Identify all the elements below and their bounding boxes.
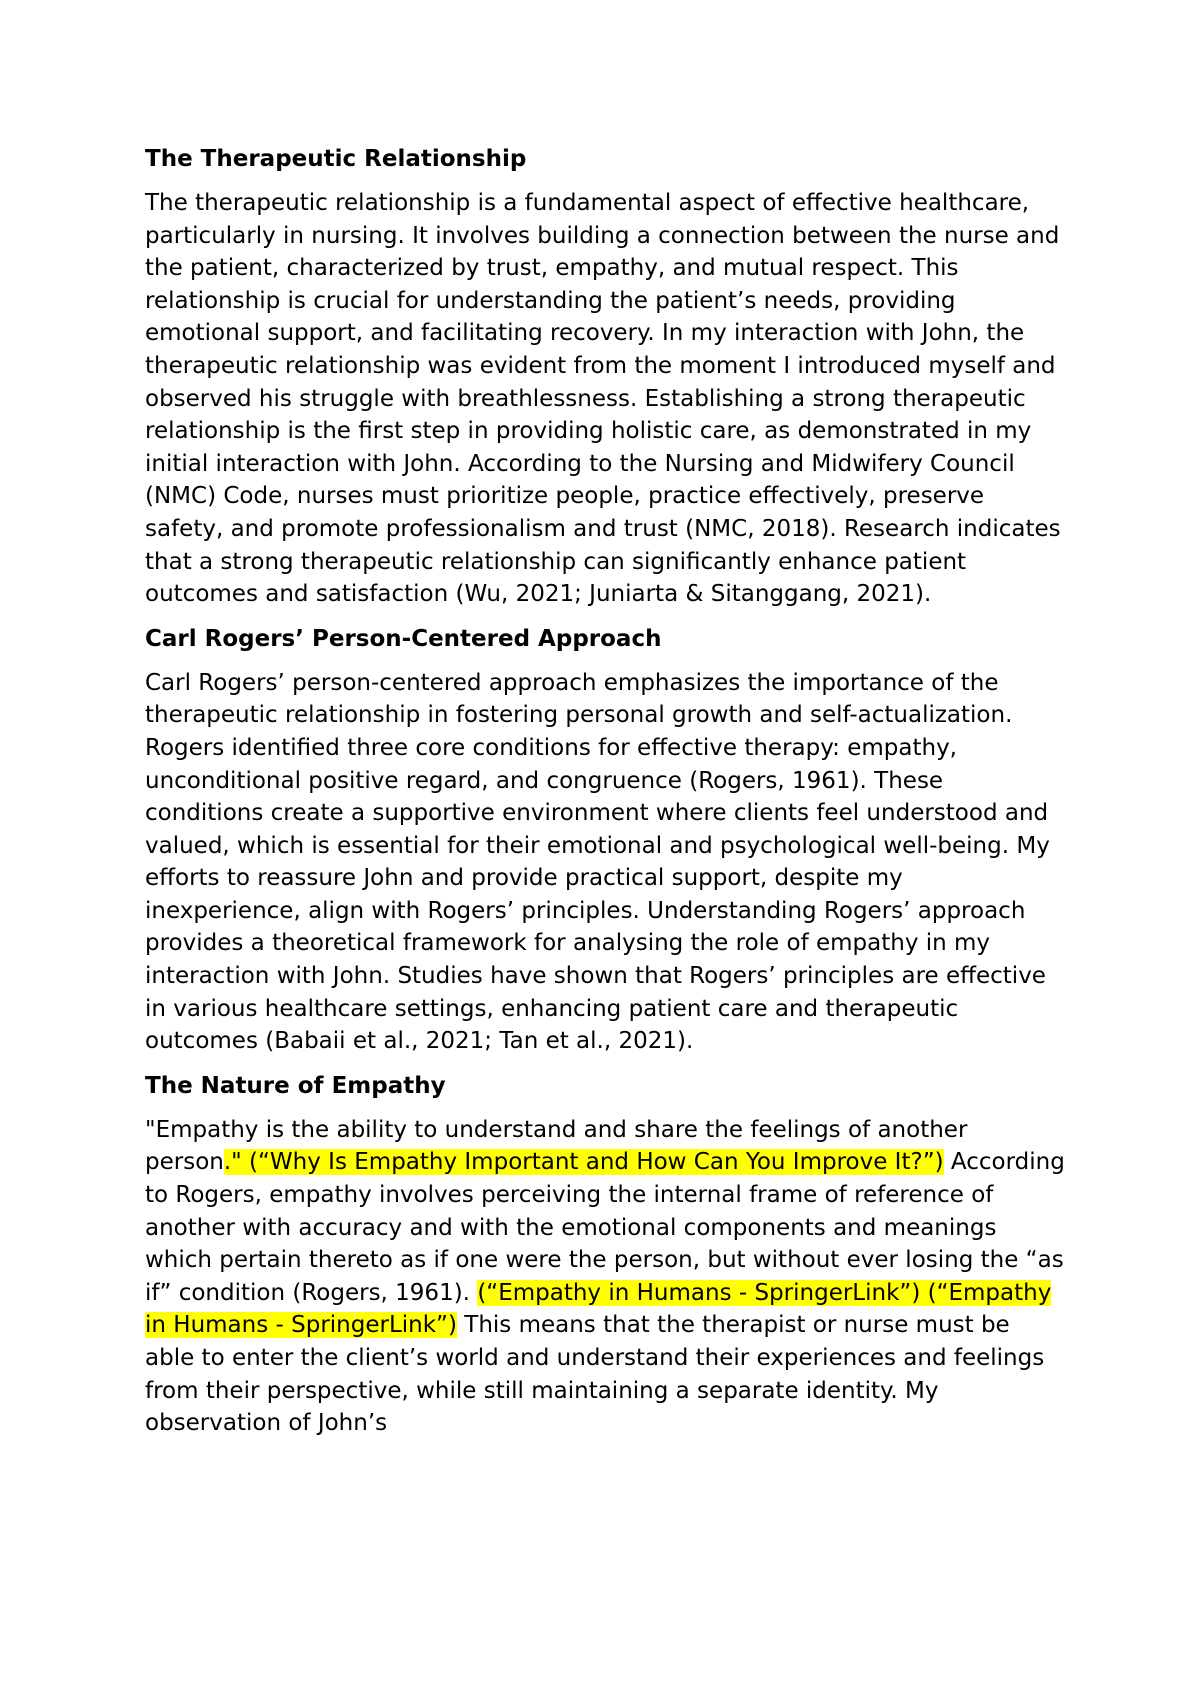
document-content	[145, 143, 1065, 1452]
highlighted-citation-1: ." (“Why Is Empathy Important and How Can You Improve It?”)	[223, 1149, 944, 1176]
highlighted-citation-2: (“Empathy in Humans - SpringerLink”) (“Empathy in Humans - SpringerLink”)	[145, 1279, 1052, 1339]
section-paragraph-nature-of-empathy	[145, 1114, 1065, 1440]
section-heading-therapeutic-relationship: The Therapeutic Relationship	[145, 146, 527, 172]
section-heading-nature-of-empathy: The Nature of Empathy	[145, 1072, 446, 1099]
section-heading-carl-rogers: Carl Rogers’ Person-Centered Approach	[145, 625, 662, 652]
empathy-text-2: According to Rogers, empathy involves perceiving the internal frame of reference of another with accuracy and with the emotional components and meanings which pertain thereto as if one were the person, but without ever losing the “as if” condition (Rogers, 1961).	[145, 1149, 1065, 1306]
empathy-text-3: This means that the therapist or nurse must be able to enter the client’s world and understand their experiences and feelings from their perspective, while still maintaining a separate identity. My observation of John’s	[145, 1312, 1045, 1437]
empathy-text-1: "Empathy is the ability to understand and share the feelings of another person	[145, 1116, 968, 1176]
section-paragraph-therapeutic-relationship: The therapeutic relationship is a fundamental aspect of effective healthcare, particularly in nursing. It involves building a connection between the nurse and the patient, characterized by trust, empathy, and mutual respect. This relationship is crucial for understanding the patient’s needs, providing emotional support, and facilitating recovery. In my interaction with John, the therapeutic relationship was evident from the moment I introduced myself and observed his struggle with breathlessness. Establishing a strong therapeutic relationship is the first step in providing holistic care, as demonstrated in my initial interaction with John. According to the Nursing and Midwifery Council (NMC) Code, nurses must prioritize people, practice effectively, preserve safety, and promote professionalism and trust (NMC, 2018). Research indicates that a strong therapeutic relationship can significantly enhance patient outcomes and satisfaction (Wu, 2021; Juniarta & Sitanggang, 2021).	[145, 190, 1061, 608]
section-paragraph-carl-rogers: Carl Rogers’ person-centered approach emphasizes the importance of the therapeutic relationship in fostering personal growth and self-actualization. Rogers identified three core conditions for effective therapy: empathy, unconditional positive regard, and congruence (Rogers, 1961). These conditions create a supportive environment where clients feel understood and valued, which is essential for their emotional and psychological well-being. My efforts to reassure John and provide practical support, despite my inexperience, align with Rogers’ principles. Understanding Rogers’ approach provides a theoretical framework for analysing the role of empathy in my interaction with John. Studies have shown that Rogers’ principles are effective in various healthcare settings, enhancing patient care and therapeutic outcomes (Babaii et al., 2021; Tan et al., 2021).	[145, 669, 1050, 1055]
